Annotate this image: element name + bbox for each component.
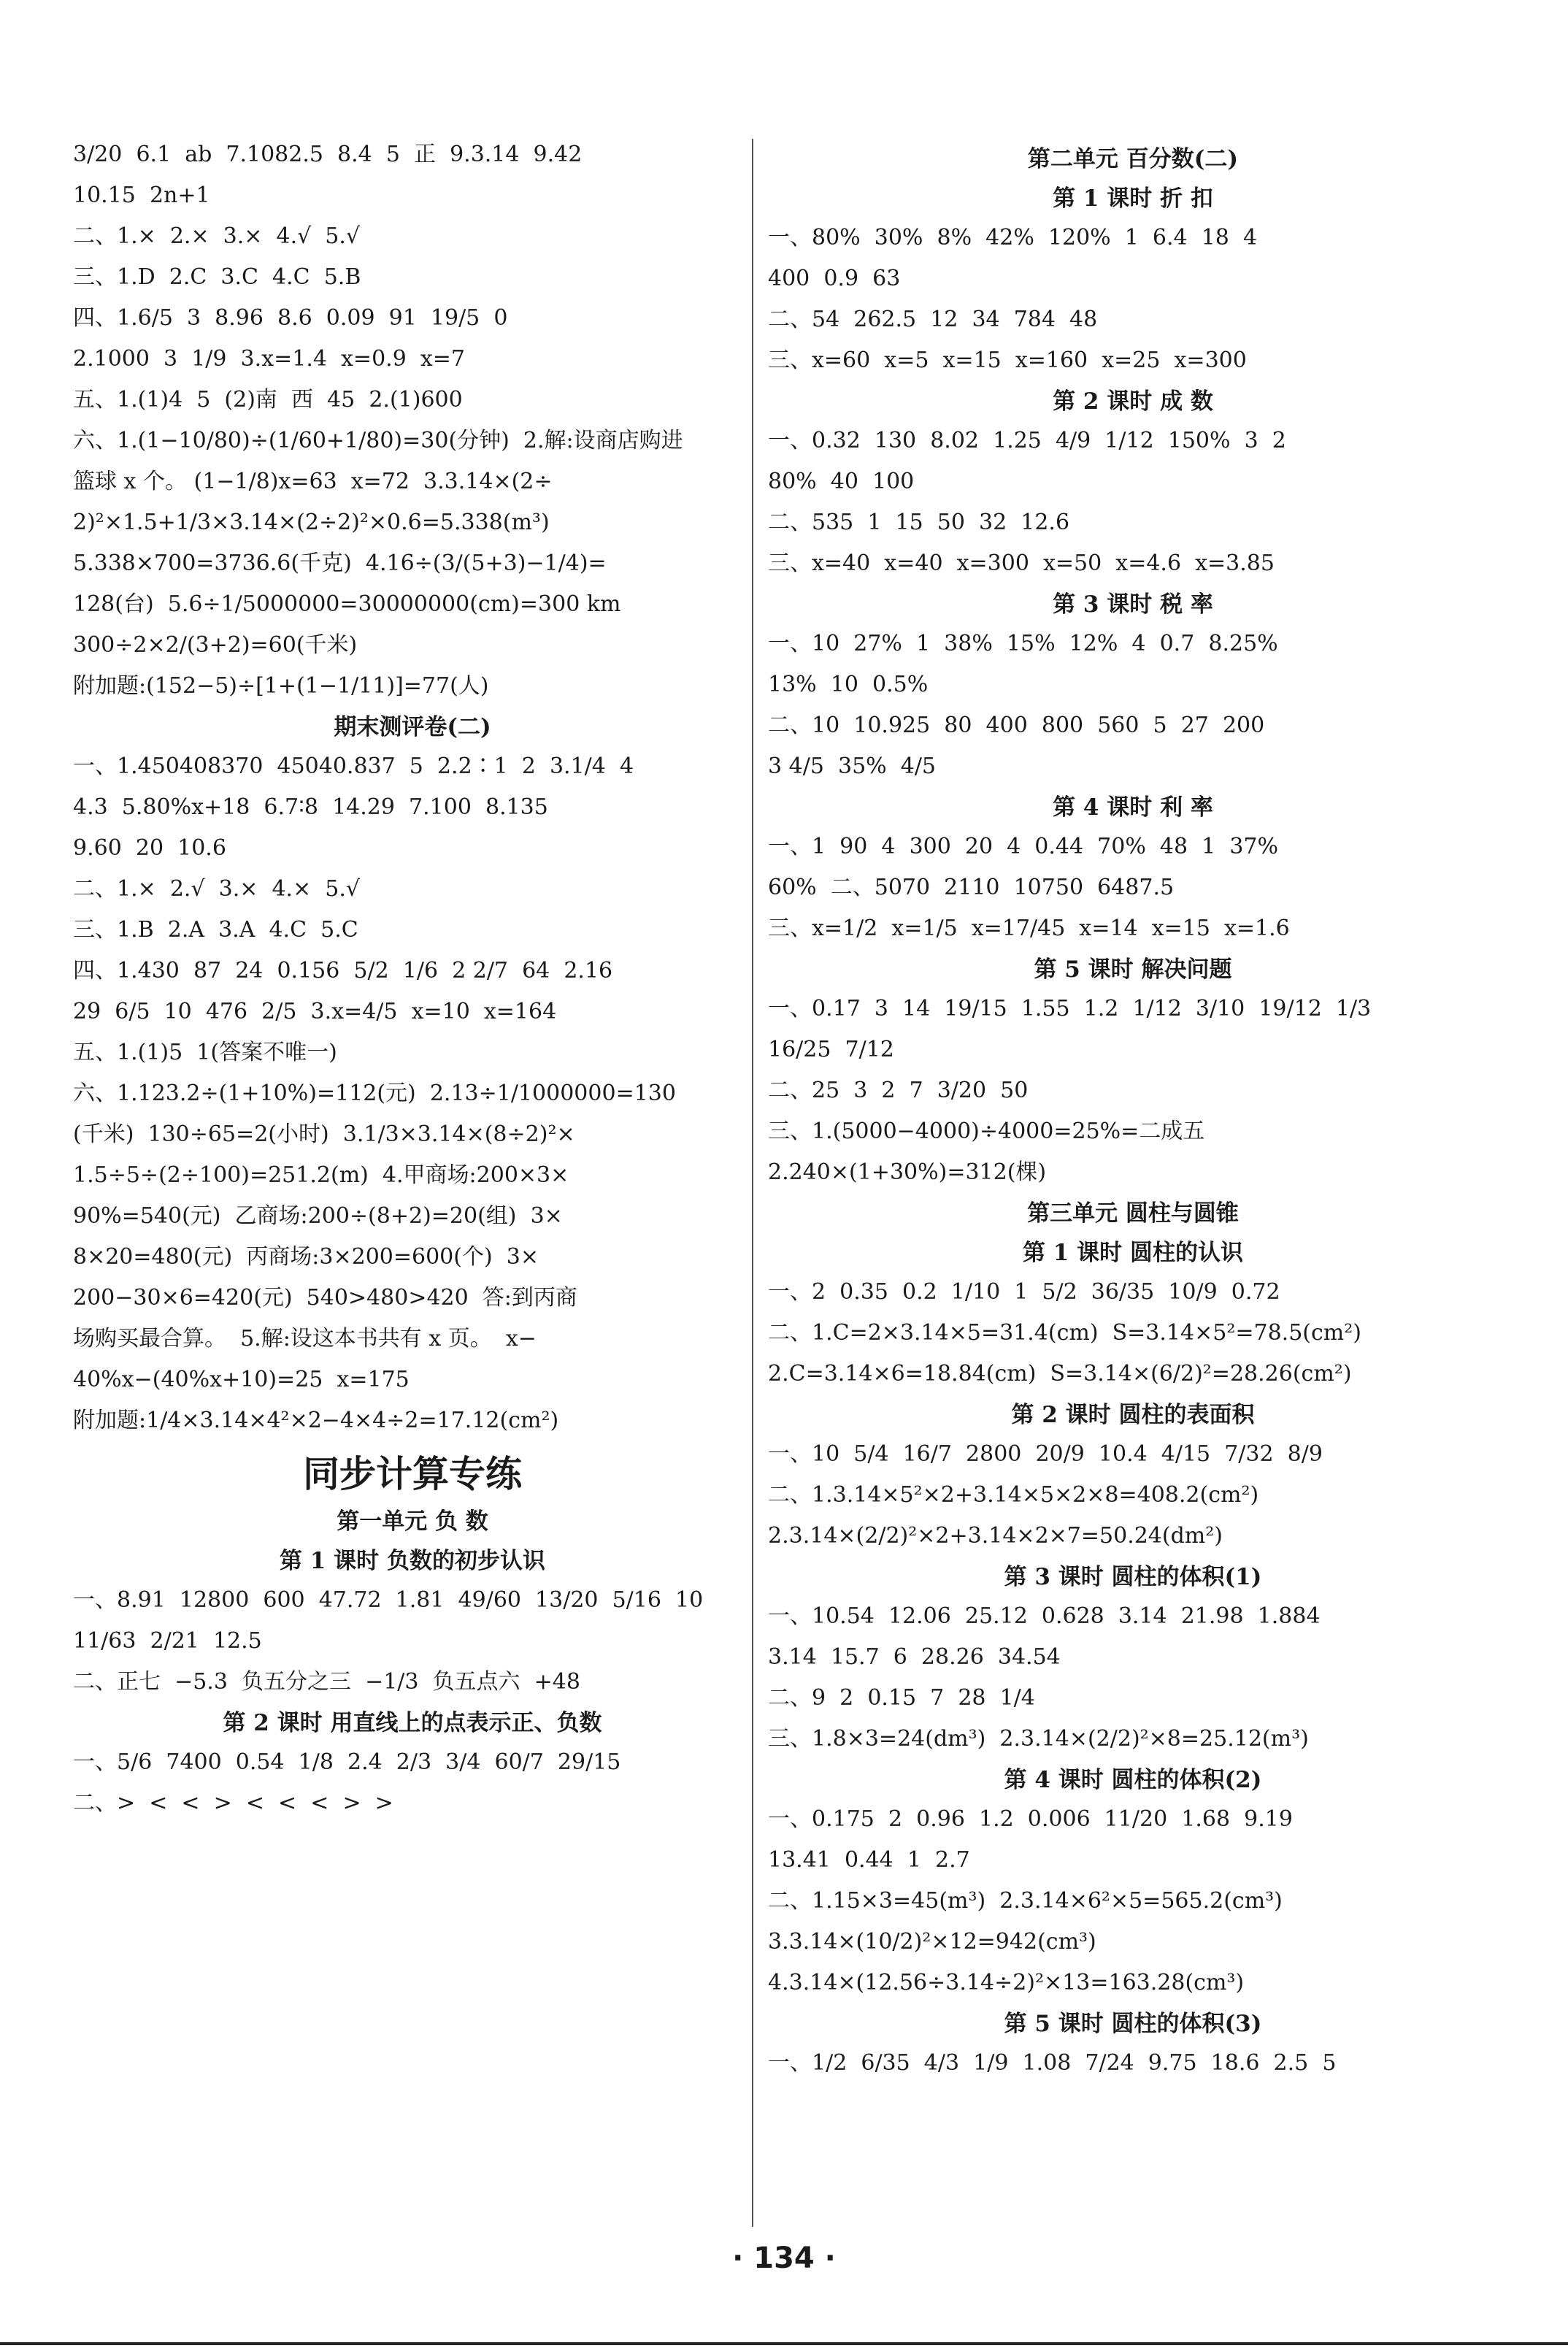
answer-line: 二、9 2 0.15 7 28 1/4 <box>768 1685 1035 1711</box>
answer-line: 一、0.17 3 14 19/15 1.55 1.2 1/12 3/10 19/12 1/3 <box>768 996 1372 1021</box>
answer-line: 200−30×6=420(元) 540>480>420 答:到丙商 <box>73 1285 577 1311</box>
answer-line: 附加题:(152−5)÷[1+(1−1/11)]=77(人) <box>73 673 489 699</box>
answer-line: 二、54 262.5 12 34 784 48 <box>768 307 1098 332</box>
answer-line: 13.41 0.44 1 2.7 <box>768 1847 970 1873</box>
answer-line: 附加题:1/4×3.14×4²×2−4×4÷2=17.12(cm²) <box>73 1408 559 1433</box>
answer-line: 四、1.430 87 24 0.156 5/2 1/6 2 2/7 64 2.16 <box>73 958 613 983</box>
answer-line: 二、1.3.14×5²×2+3.14×5×2×8=408.2(cm²) <box>768 1482 1259 1508</box>
left-column <box>73 139 752 1828</box>
answer-line: 40%x−(40%x+10)=25 x=175 <box>73 1367 410 1392</box>
column-divider <box>752 139 753 2227</box>
answer-line: 六、1.123.2÷(1+10%)=112(元) 2.13÷1/1000000=130 <box>73 1081 676 1106</box>
section-heading: 第 2 课时 成 数 <box>1053 388 1213 415</box>
answer-line: 一、0.175 2 0.96 1.2 0.006 11/20 1.68 9.19 <box>768 1806 1293 1832</box>
answer-line: 一、2 0.35 0.2 1/10 1 5/2 36/35 10/9 0.72 <box>768 1279 1280 1305</box>
answer-line: 5.338×700=3736.6(千克) 4.16÷(3/(5+3)−1/4)= <box>73 551 607 576</box>
section-heading: 第 5 课时 解决问题 <box>1034 956 1232 983</box>
answer-line: 2)²×1.5+1/3×3.14×(2÷2)²×0.6=5.338(m³) <box>73 510 550 535</box>
answer-line: 2.1000 3 1/9 3.x=1.4 x=0.9 x=7 <box>73 346 465 372</box>
answer-line: (千米) 130÷65=2(小时) 3.1/3×3.14×(8÷2)²× <box>73 1121 575 1147</box>
answer-line: 三、1.B 2.A 3.A 4.C 5.C <box>73 917 358 943</box>
answer-line: 三、1.(5000−4000)÷4000=25%=二成五 <box>768 1119 1205 1144</box>
answer-line: 一、0.32 130 8.02 1.25 4/9 1/12 150% 3 2 <box>768 428 1286 453</box>
answer-line: 一、10 5/4 16/7 2800 20/9 10.4 4/15 7/32 8/9 <box>768 1441 1323 1467</box>
section-heading: 第二单元 百分数(二) <box>1027 146 1239 172</box>
section-heading: 第 1 课时 负数的初步认识 <box>280 1548 545 1574</box>
answer-line: 4.3.14×(12.56÷3.14÷2)²×13=163.28(cm³) <box>768 1970 1245 1995</box>
answer-line: 五、1.(1)5 1(答案不唯一) <box>73 1040 337 1065</box>
answer-line: 2.240×(1+30%)=312(棵) <box>768 1159 1047 1185</box>
answer-line: 2.3.14×(2/2)²×2+3.14×2×7=50.24(dm²) <box>768 1523 1223 1549</box>
answer-line: 三、x=1/2 x=1/5 x=17/45 x=14 x=15 x=1.6 <box>768 916 1290 941</box>
answer-line: 二、1.× 2.× 3.× 4.√ 5.√ <box>73 223 361 249</box>
page-number: · 134 · <box>732 2241 836 2275</box>
answer-line: 一、10.54 12.06 25.12 0.628 3.14 21.98 1.884 <box>768 1603 1321 1629</box>
answer-line: 二、> < < > < < < > > <box>73 1790 393 1816</box>
answer-line: 13% 10 0.5% <box>768 672 929 697</box>
section-heading: 第 1 课时 圆柱的认识 <box>1023 1240 1243 1266</box>
section-heading: 第 3 课时 税 率 <box>1053 591 1213 618</box>
answer-line: 三、x=40 x=40 x=300 x=50 x=4.6 x=3.85 <box>768 551 1275 576</box>
answer-line: 10.15 2n+1 <box>73 183 210 208</box>
section-heading: 第 5 课时 圆柱的体积(3) <box>1004 2011 1262 2037</box>
answer-line: 16/25 7/12 <box>768 1037 894 1062</box>
answer-line: 二、25 3 2 7 3/20 50 <box>768 1078 1029 1103</box>
section-heading: 第 4 课时 利 率 <box>1053 794 1213 821</box>
answer-line: 4.3 5.80%x+18 6.7∶8 14.29 7.100 8.135 <box>73 794 548 820</box>
answer-line: 二、正七 −5.3 负五分之三 −1/3 负五点六 +48 <box>73 1669 580 1695</box>
answer-line: 11/63 2/21 12.5 <box>73 1628 262 1654</box>
answer-line: 六、1.(1−10/80)÷(1/60+1/80)=30(分钟) 2.解:设商店购进 <box>73 428 683 453</box>
answer-line: 3.3.14×(10/2)²×12=942(cm³) <box>768 1929 1096 1955</box>
answer-line: 场购买最合算。 5.解:设这本书共有 x 页。 x− <box>73 1326 537 1351</box>
section-heading: 第 2 课时 圆柱的表面积 <box>1011 1402 1255 1428</box>
section-heading: 第 4 课时 圆柱的体积(2) <box>1004 1767 1262 1793</box>
answer-line: 128(台) 5.6÷1/5000000=30000000(cm)=300 km <box>73 591 621 617</box>
section-heading: 第三单元 圆柱与圆锥 <box>1027 1200 1239 1227</box>
answer-line: 3.14 15.7 6 28.26 34.54 <box>768 1644 1061 1670</box>
answer-line: 2.C=3.14×6=18.84(cm) S=3.14×(6/2)²=28.26(cm²) <box>768 1361 1352 1387</box>
answer-line: 二、1.15×3=45(m³) 2.3.14×6²×5=565.2(cm³) <box>768 1888 1283 1914</box>
answer-line: 一、8.91 12800 600 47.72 1.81 49/60 13/20 5/16 10 <box>73 1587 704 1613</box>
answer-line: 90%=540(元) 乙商场:200÷(8+2)=20(组) 3× <box>73 1203 563 1229</box>
answer-line: 一、5/6 7400 0.54 1/8 2.4 2/3 3/4 60/7 29/15 <box>73 1749 621 1775</box>
answer-line: 8×20=480(元) 丙商场:3×200=600(个) 3× <box>73 1244 539 1270</box>
answer-line: 二、1.C=2×3.14×5=31.4(cm) S=3.14×5²=78.5(cm²) <box>768 1320 1361 1346</box>
answer-line: 三、x=60 x=5 x=15 x=160 x=25 x=300 <box>768 348 1247 373</box>
answer-line: 二、535 1 15 50 32 12.6 <box>768 510 1070 535</box>
answer-line: 二、1.× 2.√ 3.× 4.× 5.√ <box>73 876 361 902</box>
section-heading: 第 2 课时 用直线上的点表示正、负数 <box>223 1710 602 1736</box>
answer-line: 一、1/2 6/35 4/3 1/9 1.08 7/24 9.75 18.6 2.5 5 <box>768 2050 1337 2076</box>
answer-line: 300÷2×2/(3+2)=60(千米) <box>73 632 358 658</box>
answer-line: 四、1.6/5 3 8.96 8.6 0.09 91 19/5 0 <box>73 305 508 331</box>
answer-line: 篮球 x 个。 (1−1/8)x=63 x=72 3.3.14×(2÷ <box>73 469 553 494</box>
answer-line: 三、1.D 2.C 3.C 4.C 5.B <box>73 264 361 290</box>
answer-line: 1.5÷5÷(2÷100)=251.2(m) 4.甲商场:200×3× <box>73 1162 569 1188</box>
answer-line: 五、1.(1)4 5 (2)南 西 45 2.(1)600 <box>73 387 463 413</box>
answer-line: 一、10 27% 1 38% 15% 12% 4 0.7 8.25% <box>768 631 1278 656</box>
answer-line: 9.60 20 10.6 <box>73 835 226 861</box>
section-heading: 第 3 课时 圆柱的体积(1) <box>1004 1564 1262 1590</box>
bottom-rule <box>0 2342 1568 2345</box>
answer-line: 一、1.450408370 45040.837 5 2.2∶1 2 3.1/4 4 <box>73 753 634 779</box>
answer-line: 3/20 6.1 ab 7.1082.5 8.4 5 正 9.3.14 9.42 <box>73 142 583 167</box>
answer-line: 3 4/5 35% 4/5 <box>768 753 937 779</box>
answer-line: 一、80% 30% 8% 42% 120% 1 6.4 18 4 <box>768 225 1258 250</box>
answer-line: 三、1.8×3=24(dm³) 2.3.14×(2/2)²×8=25.12(m³) <box>768 1726 1309 1752</box>
answer-line: 二、10 10.925 80 400 800 560 5 27 200 <box>768 713 1265 738</box>
section-heading: 第一单元 负 数 <box>337 1508 488 1535</box>
section-heading: 第 1 课时 折 扣 <box>1053 185 1213 212</box>
section-heading: 期末测评卷(二) <box>334 714 491 740</box>
answer-line: 一、1 90 4 300 20 4 0.44 70% 48 1 37% <box>768 834 1279 859</box>
answer-line: 29 6/5 10 476 2/5 3.x=4/5 x=10 x=164 <box>73 999 557 1024</box>
right-column <box>768 139 1498 2088</box>
answer-line: 80% 40 100 <box>768 469 915 494</box>
answer-line: 400 0.9 63 <box>768 266 901 291</box>
section-heading: 同步计算专练 <box>303 1453 522 1495</box>
answer-line: 60% 二、5070 2110 10750 6487.5 <box>768 875 1175 900</box>
